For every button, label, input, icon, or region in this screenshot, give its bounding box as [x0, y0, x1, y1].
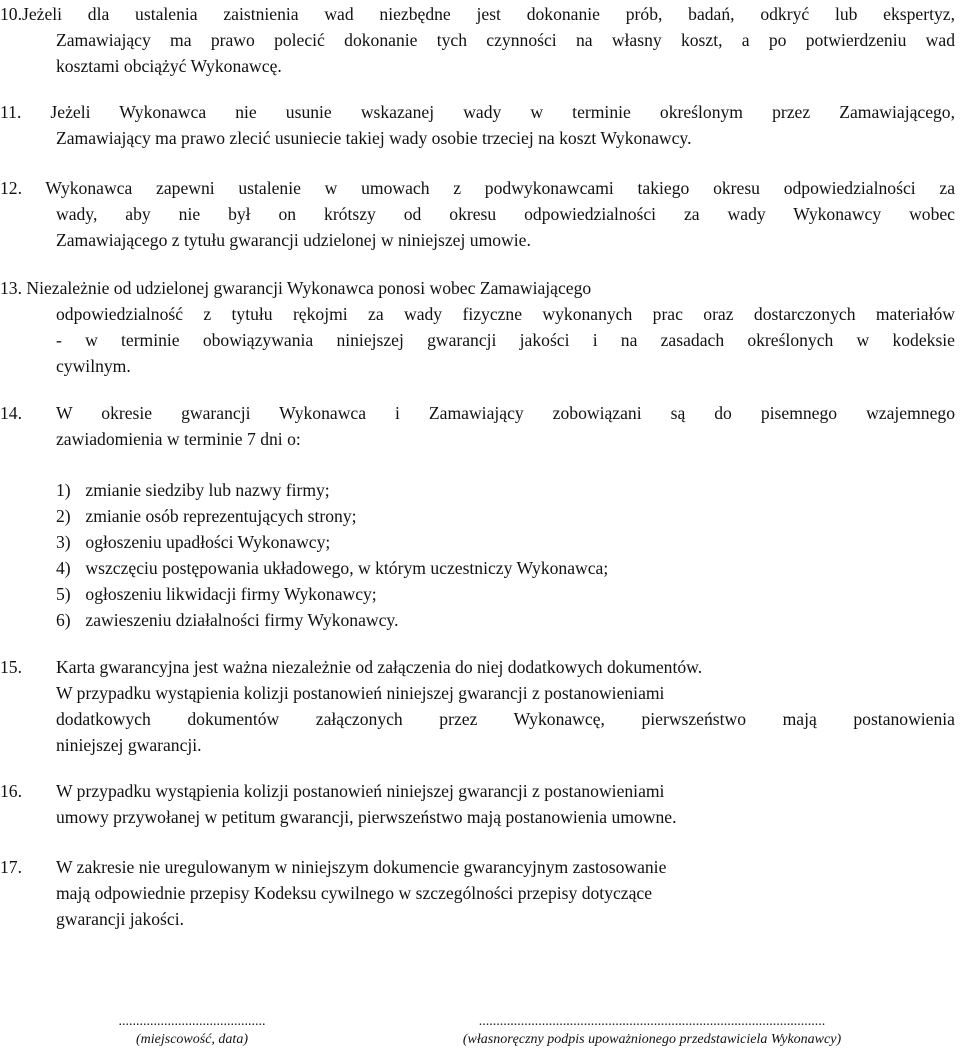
paragraph-17-line-2: mają odpowiednie przepisy Kodeksu cywilnego w szczególności przepisy dotyczące	[56, 883, 653, 903]
paragraph-12-line-1: 12. Wykonawca zapewni ustalenie w umowach z podwykonawcami takiego okresu odpowiedzialności za	[0, 178, 955, 198]
notification-list	[56, 477, 608, 633]
paragraph-13-line-3: - w terminie obowiązywania niniejszej gwarancji jakości i na zasadach określonych w kodeksie	[56, 330, 955, 350]
paragraph-14-number: 14.	[0, 403, 22, 423]
paragraph-16-line-2: umowy przywołanej w petitum gwarancji, pierwszeństwo mają postanowienia umowne.	[56, 807, 677, 827]
place-date-dotted-line: ..........................................	[118, 1014, 266, 1029]
paragraph-15-line-3: dodatkowych dokumentów załączonych przez Wykonawcę, pierwszeństwo mają postanowienia	[56, 709, 955, 729]
paragraph-13-line-4: cywilnym.	[56, 356, 131, 376]
paragraph-11-line-1: 11. Jeżeli Wykonawca nie usunie wskazanej wady w terminie określonym przez Zamawiającego,	[0, 102, 955, 122]
list-item: 5) ogłoszeniu likwidacji firmy Wykonawcy;	[56, 584, 377, 604]
list-item: 3) ogłoszeniu upadłości Wykonawcy;	[56, 532, 331, 552]
paragraph-10	[0, 1, 955, 79]
signature-dotted-line: ...................................................................................................	[478, 1014, 826, 1029]
paragraph-15-line-1: Karta gwarancyjna jest ważna niezależnie od załączenia do niej dodatkowych dokumentów.	[56, 657, 703, 677]
paragraph-15-line-4: niniejszej gwarancji.	[56, 735, 202, 755]
paragraph-17-line-3: gwarancji jakości.	[56, 909, 184, 929]
paragraph-13	[0, 275, 955, 379]
paragraph-17-number: 17.	[0, 857, 22, 877]
list-item: 6) zawieszeniu działalności firmy Wykonawcy.	[56, 610, 399, 630]
paragraph-13-line-1: 13. Niezależnie od udzielonej gwarancji Wykonawca ponosi wobec Zamawiającego	[0, 278, 592, 298]
paragraph-15	[0, 654, 955, 758]
paragraph-16-number: 16.	[0, 781, 22, 801]
paragraph-17	[0, 854, 955, 932]
place-date-signature-block	[42, 1013, 342, 1049]
paragraph-14	[0, 400, 955, 452]
list-item: 2) zmianie osób reprezentujących strony;	[56, 506, 357, 526]
paragraph-14-line-2: zawiadomienia w terminie 7 dni o:	[56, 429, 301, 449]
paragraph-13-line-2: odpowiedzialność z tytułu rękojmi za wady fizyczne wykonanych prac oraz dostarczonych materiałów	[56, 304, 955, 324]
list-item: 1) zmianie siedziby lub nazwy firmy;	[56, 480, 330, 500]
paragraph-15-line-2: W przypadku wystąpienia kolizji postanowień niniejszej gwarancji z postanowieniami	[56, 683, 665, 703]
paragraph-10-line-1: 10.Jeżeli dla ustalenia zaistnienia wad niezbędne jest dokonanie prób, badań, odkryć lub ekspertyz,	[0, 4, 955, 24]
paragraph-10-line-2: Zamawiający ma prawo polecić dokonanie tych czynności na własny koszt, a po potwierdzeniu wad	[56, 30, 955, 50]
contractor-signature-block	[398, 1013, 906, 1049]
signature-caption: (własnoręczny podpis upoważnionego przedstawiciela Wykonawcy)	[462, 1032, 842, 1047]
paragraph-11	[0, 99, 955, 151]
paragraph-12-line-3: Zamawiającego z tytułu gwarancji udzielonej w niniejszej umowie.	[56, 230, 531, 250]
paragraph-11-line-2: Zamawiający ma prawo zlecić usuniecie takiej wady osobie trzeciej na koszt Wykonawcy.	[56, 128, 692, 148]
paragraph-16	[0, 778, 955, 830]
list-item: 4) wszczęciu postępowania układowego, w którym uczestniczy Wykonawca;	[56, 558, 609, 578]
paragraph-17-line-1: W zakresie nie uregulowanym w niniejszym dokumencie gwarancyjnym zastosowanie	[56, 857, 667, 877]
paragraph-10-line-3: kosztami obciążyć Wykonawcę.	[56, 56, 282, 76]
paragraph-12-line-2: wady, aby nie był on krótszy od okresu odpowiedzialności za wady Wykonawcy wobec	[56, 204, 955, 224]
place-date-caption: (miejscowość, data)	[136, 1032, 248, 1047]
paragraph-12	[0, 175, 955, 253]
paragraph-14-line-1: W okresie gwarancji Wykonawca i Zamawiający zobowiązani są do pisemnego wzajemnego	[56, 403, 955, 423]
paragraph-16-line-1: W przypadku wystąpienia kolizji postanowień niniejszej gwarancji z postanowieniami	[56, 781, 665, 801]
paragraph-15-number: 15.	[0, 657, 22, 677]
